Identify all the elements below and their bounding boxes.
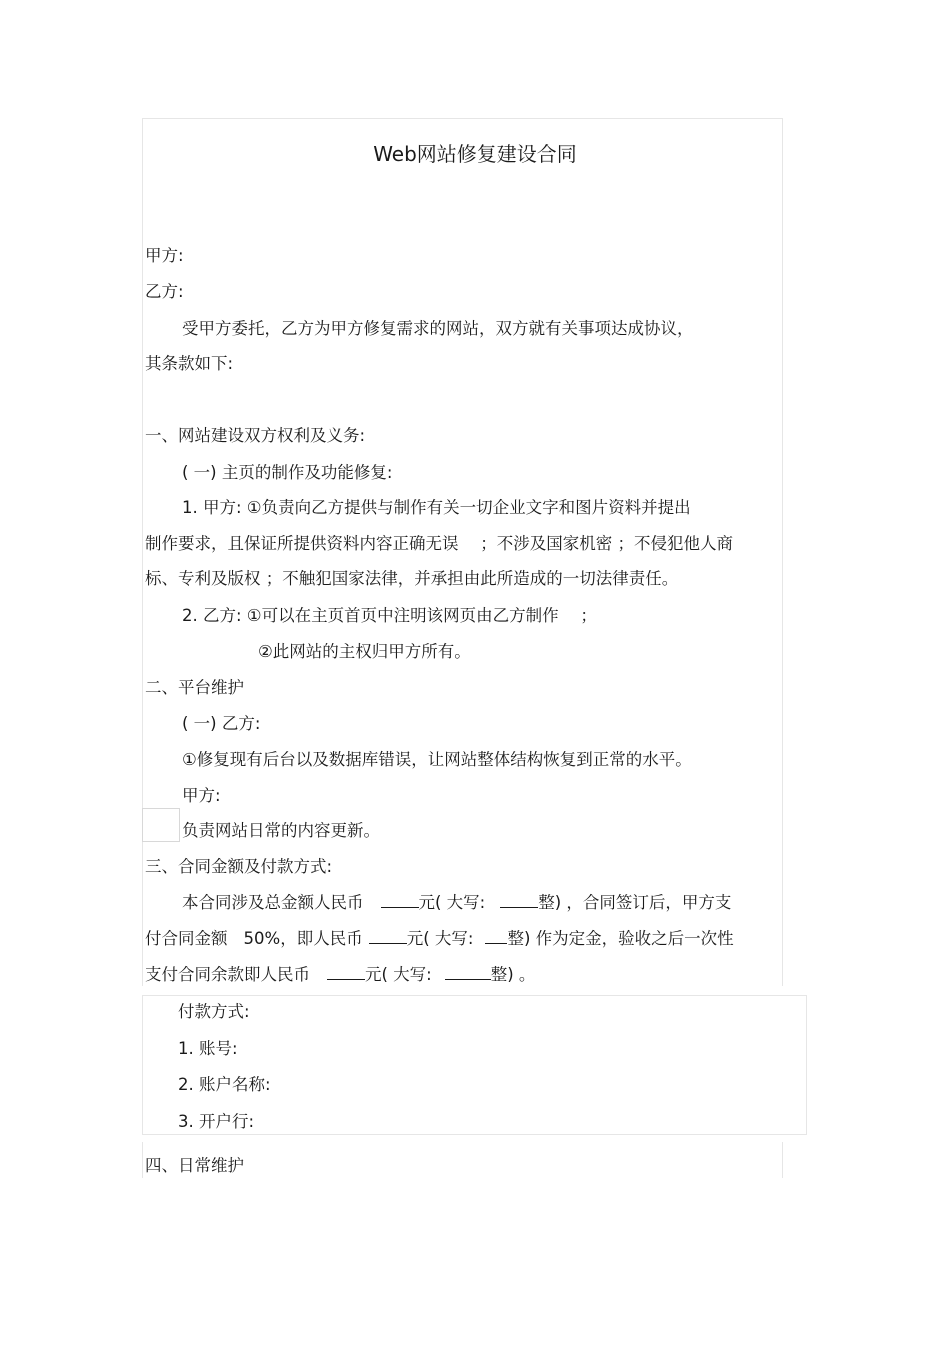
- balance-capital-blank: [445, 965, 491, 980]
- document-title: Web网站修复建设合同: [373, 142, 577, 166]
- payment-account: 1. 账号:: [178, 1039, 238, 1058]
- section-one-heading: 一、网站建设双方权利及义务:: [145, 426, 366, 445]
- intro-line-1: 受甲方委托，乙方为甲方修复需求的网站，双方就有关事项达成协议，: [182, 319, 694, 338]
- party-a-duty-2: 制作要求，且保证所提供资料内容正确无误 ；不涉及国家机密 ；不侵犯他人商: [145, 534, 733, 553]
- deposit-capital-label: 元( 大写:: [406, 929, 474, 948]
- payment-bank: 3. 开户行:: [178, 1112, 255, 1131]
- section-one-sub: ( 一) 主页的制作及功能修复:: [182, 463, 393, 482]
- section-two-party-a: 甲方:: [182, 786, 221, 805]
- balance-capital-label: 元( 大写:: [365, 965, 432, 984]
- payment-account-name: 2. 账户名称:: [178, 1075, 271, 1094]
- party-a-duty-3: 标、专利及版权 ；不触犯国家法律，并承担由此所造成的一切法律责任。: [145, 569, 679, 588]
- deposit-percent: 50%: [243, 929, 281, 948]
- amount-capital-blank: [500, 893, 538, 908]
- payment-heading: 付款方式:: [178, 1002, 250, 1021]
- section-two-sub: ( 一) 乙方:: [182, 714, 261, 733]
- party-b-right-1: 2. 乙方: ①可以在主页首页中注明该网页由乙方制作 ；: [182, 606, 597, 625]
- balance-tail: 整) 。: [490, 965, 536, 984]
- intro-line-2: 其条款如下:: [145, 354, 234, 373]
- amount-line-3: [145, 964, 535, 986]
- section-two-heading: 二、平台维护: [145, 678, 244, 697]
- deposit-blank: [369, 929, 407, 944]
- blank-box: [142, 808, 180, 842]
- deposit-rmb: ，即人民币: [280, 929, 363, 948]
- party-a-duty-1: 1. 甲方: ①负责向乙方提供与制作有关一切企业文字和图片资料并提出: [182, 498, 691, 517]
- amount-line-1: [182, 892, 731, 914]
- amount-text: 本合同涉及总金额人民币: [182, 893, 364, 912]
- balance-blank: [327, 965, 365, 980]
- amount-line-2: [145, 928, 734, 950]
- party-b-right-2: ②此网站的主权归甲方所有。: [258, 642, 471, 661]
- deposit-text: 付合同金额: [145, 929, 228, 948]
- deposit-capital-blank: [485, 929, 507, 944]
- party-a-label: 甲方:: [145, 246, 184, 265]
- maintenance-item-2: 负责网站日常的内容更新。: [182, 821, 380, 840]
- amount-blank: [381, 893, 419, 908]
- section-four-heading: 四、日常维护: [145, 1156, 244, 1175]
- balance-text: 支付合同余款即人民币: [145, 965, 310, 984]
- deposit-tail: 整) 作为定金，验收之后一次性: [507, 929, 734, 948]
- amount-capital-label: 元( 大写:: [418, 893, 486, 912]
- party-b-label: 乙方:: [145, 282, 184, 301]
- amount-tail: 整) ，合同签订后，甲方支: [538, 893, 732, 912]
- maintenance-item-1: ①修复现有后台以及数据库错误，让网站整体结构恢复到正常的水平。: [182, 750, 692, 769]
- section-three-heading: 三、合同金额及付款方式:: [145, 857, 333, 876]
